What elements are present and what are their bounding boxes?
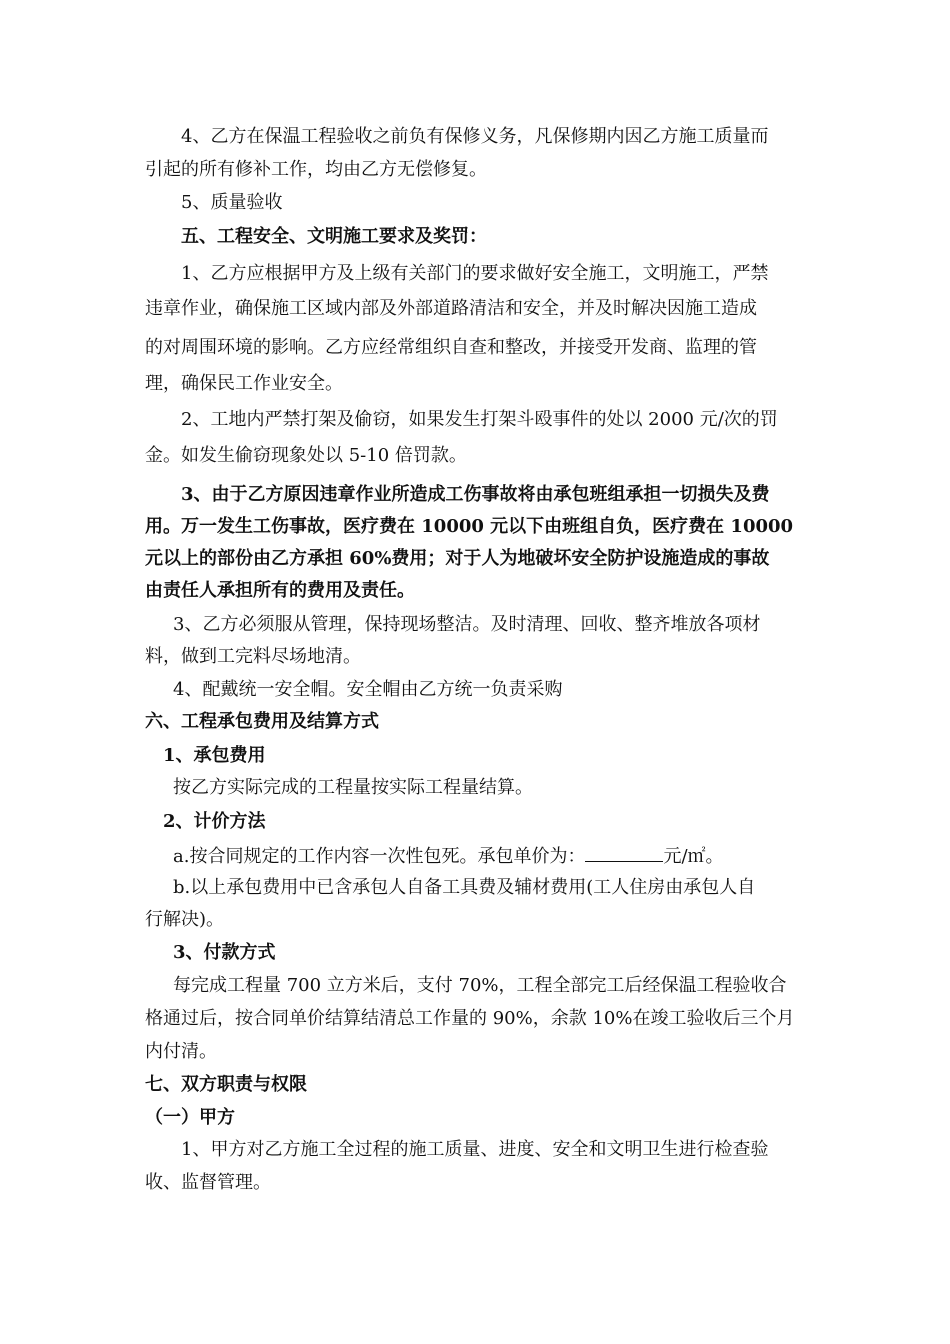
subheading-pricing-method: 2、计价方法: [163, 811, 266, 832]
paragraph-party-a-line1: 1、甲方对乙方施工全过程的施工质量、进度、安全和文明卫生进行检查验: [181, 1139, 769, 1160]
paragraph-injury-line2: 用。万一发生工伤事故，医疗费在 10000 元以下由班组自负，医疗费在 10000: [145, 516, 794, 537]
paragraph-injury-line1: 3、由于乙方原因违章作业所造成工伤事故将由承包班组承担一切损失及费: [181, 484, 770, 505]
paragraph-payment-line1: 每完成工程量 700 立方米后，支付 70%，工程全部完工后经保温工程验收合: [173, 975, 787, 996]
paragraph-warranty-line1: 4、乙方在保温工程验收之前负有保修义务，凡保修期内因乙方施工质量而: [181, 126, 769, 147]
subheading-party-a: （一）甲方: [145, 1107, 235, 1128]
subheading-contract-fee: 1、承包费用: [163, 745, 266, 766]
unit-price-text: a.按合同规定的工作内容一次性包死。承包单价为：: [173, 846, 586, 867]
paragraph-management-line1: 3、乙方必须服从管理，保持现场整洁。及时清理、回收、整齐堆放各项材: [173, 614, 761, 635]
unit-price-suffix: 元/㎡: [663, 846, 706, 867]
paragraph-payment-line2: 格通过后，按合同单价结算结清总工作量的 90%，余款 10%在竣工验收后三个月: [145, 1008, 795, 1029]
paragraph-helmet: 4、配戴统一安全帽。安全帽由乙方统一负责采购: [173, 679, 563, 700]
paragraph-fighting-line2: 金。如发生偷窃现象处以 5-10 倍罚款。: [145, 445, 467, 466]
paragraph-payment-line3: 内付清。: [145, 1041, 217, 1062]
paragraph-fighting-line1: 2、工地内严禁打架及偷窃，如果发生打架斗殴事件的处以 2000 元/次的罚: [181, 409, 778, 430]
paragraph-included-costs-line2: 行解决)。: [145, 909, 225, 930]
section-heading-7: 七、双方职责与权限: [145, 1074, 307, 1095]
paragraph-safety-line3: 的对周围环境的影响。乙方应经常组织自查和整改，并接受开发商、监理的管: [145, 337, 757, 358]
paragraph-party-a-line2: 收、监督管理。: [145, 1172, 271, 1193]
item-quality-acceptance: 5、质量验收: [181, 192, 283, 213]
paragraph-contract-fee: 按乙方实际完成的工程量按实际工程量结算。: [173, 777, 533, 798]
subheading-payment-method: 3、付款方式: [173, 942, 276, 963]
paragraph-safety-line4: 理，确保民工作业安全。: [145, 373, 343, 394]
paragraph-warranty-line2: 引起的所有修补工作，均由乙方无偿修复。: [145, 159, 487, 180]
section-heading-5: 五、工程安全、文明施工要求及奖罚：: [181, 226, 487, 247]
paragraph-management-line2: 料，做到工完料尽场地清。: [145, 646, 361, 667]
paragraph-safety-line2: 违章作业，确保施工区域内部及外部道路清洁和安全，并及时解决因施工造成: [145, 298, 757, 319]
paragraph-unit-price: [145, 843, 838, 869]
paragraph-safety-line1: 1、乙方应根据甲方及上级有关部门的要求做好安全施工，文明施工，严禁: [181, 263, 769, 284]
section-heading-6: 六、工程承包费用及结算方式: [145, 711, 379, 732]
paragraph-injury-line4: 由责任人承担所有的费用及责任。: [145, 580, 415, 601]
paragraph-injury-line3: 元以上的部份由乙方承担 60%费用；对于人为地破坏安全防护设施造成的事故: [145, 548, 770, 569]
paragraph-included-costs-line1: b.以上承包费用中已含承包人自备工具费及辅材费用(工人住房由承包人自: [173, 877, 756, 898]
unit-price-end: 。: [705, 846, 724, 867]
unit-price-blank: [585, 843, 663, 862]
